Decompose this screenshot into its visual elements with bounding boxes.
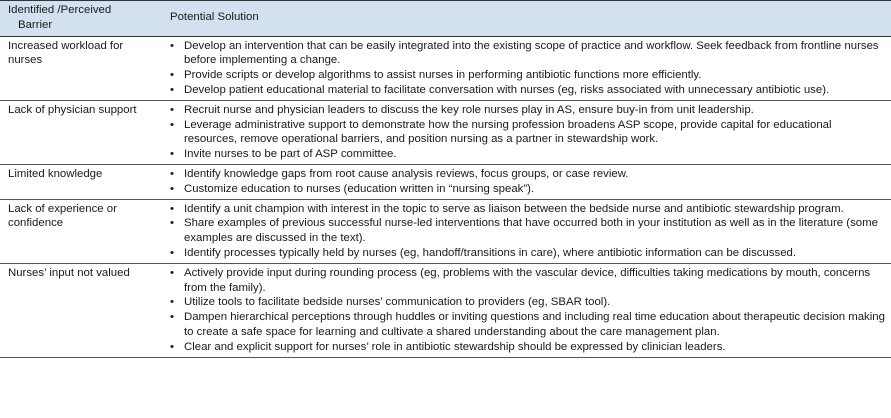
solution-item bbox=[170, 118, 885, 148]
bullet-icon: • bbox=[170, 202, 174, 215]
solution-list bbox=[170, 103, 885, 162]
solution-list bbox=[170, 266, 885, 355]
header-row bbox=[0, 1, 891, 37]
solution-item bbox=[170, 39, 885, 69]
solution-item bbox=[170, 103, 885, 118]
table-row bbox=[0, 100, 891, 164]
solution-text: Invite nurses to be part of ASP committee. bbox=[184, 148, 397, 161]
solution-text: Customize education to nurses (education written in “nursing speak”). bbox=[184, 182, 535, 195]
solution-item bbox=[170, 310, 885, 340]
barrier-cell: Lack of physician support bbox=[0, 100, 160, 164]
table-row bbox=[0, 199, 891, 263]
table-body bbox=[0, 36, 891, 357]
solution-item bbox=[170, 216, 885, 246]
barrier-cell: Increased workload for nurses bbox=[0, 36, 160, 100]
solution-text: Actively provide input during rounding process (eg, problems with the vascular device, difficulties taking medications by mouth, concerns from the family). bbox=[184, 266, 871, 294]
solution-text: Utilize tools to facilitate bedside nurses’ communication to providers (eg, SBAR tool). bbox=[184, 296, 611, 309]
barrier-header-line1: Identified /Perceived bbox=[8, 4, 112, 16]
solution-cell bbox=[160, 36, 891, 100]
table-header bbox=[0, 1, 891, 37]
solution-text: Identify a unit champion with interest in the topic to serve as liaison between the bedside nurse and antibiotic stewardship program. bbox=[184, 202, 844, 215]
solution-text: Dampen hierarchical perceptions through huddles or inviting questions and including real time education about therapeutic decision making to create a safe space for learning and cultivate a shared understanding about the care management plan. bbox=[184, 311, 885, 338]
bullet-icon: • bbox=[170, 148, 174, 161]
solution-item bbox=[170, 246, 885, 261]
bullet-icon: • bbox=[170, 118, 174, 131]
bullet-icon: • bbox=[170, 266, 174, 279]
bullet-icon: • bbox=[170, 217, 174, 230]
solution-text: Share examples of previous successful nurse-led interventions that have occurred both in your institution as well as in the literature (some examples are discussed in the text). bbox=[184, 217, 878, 245]
solution-list bbox=[170, 202, 885, 261]
table-row bbox=[0, 263, 891, 357]
solution-column-header: Potential Solution bbox=[160, 1, 891, 37]
barrier-header-line2: Barrier bbox=[18, 18, 53, 31]
solution-item bbox=[170, 266, 885, 296]
solution-item bbox=[170, 147, 885, 162]
bullet-icon: • bbox=[170, 311, 174, 324]
solution-item bbox=[170, 340, 885, 355]
barrier-cell: Nurses’ input not valued bbox=[0, 263, 160, 357]
solution-text: Leverage administrative support to demonstrate how the nursing profession broadens ASP scope, provide capital for educational resources, remove operational barriers, and position nursing as a partner in stewardship work. bbox=[184, 118, 832, 146]
bullet-icon: • bbox=[170, 246, 174, 259]
solution-list bbox=[170, 39, 885, 98]
solution-item bbox=[170, 83, 885, 98]
solution-text: Clear and explicit support for nurses’ role in antibiotic stewardship should be expressed by clinician leaders. bbox=[184, 340, 726, 353]
solution-text: Identify processes typically held by nurses (eg, handoff/transitions in care), where antibiotic information can be discussed. bbox=[184, 246, 797, 259]
barrier-cell: Limited knowledge bbox=[0, 164, 160, 199]
bullet-icon: • bbox=[170, 182, 174, 195]
solution-cell bbox=[160, 199, 891, 263]
bullet-icon: • bbox=[170, 296, 174, 309]
barrier-column-header bbox=[0, 1, 160, 37]
bullet-icon: • bbox=[170, 340, 174, 353]
bullet-icon: • bbox=[170, 167, 174, 180]
solution-item bbox=[170, 182, 885, 197]
table-row bbox=[0, 164, 891, 199]
solution-list bbox=[170, 167, 885, 197]
solution-item bbox=[170, 167, 885, 182]
solution-item bbox=[170, 68, 885, 83]
bullet-icon: • bbox=[170, 69, 174, 82]
solution-item bbox=[170, 202, 885, 217]
solution-item bbox=[170, 295, 885, 310]
solution-text: Recruit nurse and physician leaders to discuss the key role nurses play in AS, ensure buy-in from unit leadership. bbox=[184, 103, 754, 116]
solution-cell bbox=[160, 164, 891, 199]
barrier-cell: Lack of experience or confidence bbox=[0, 199, 160, 263]
solution-cell bbox=[160, 100, 891, 164]
bullet-icon: • bbox=[170, 39, 174, 52]
bullet-icon: • bbox=[170, 103, 174, 116]
solution-text: Develop an intervention that can be easily integrated into the existing scope of practice and workflow. Seek feedback from frontline nurses before implementing a change. bbox=[184, 39, 879, 67]
solution-text: Identify knowledge gaps from root cause analysis reviews, focus groups, or case review. bbox=[184, 167, 629, 180]
solution-text: Provide scripts or develop algorithms to assist nurses in performing antibiotic functions more efficiently. bbox=[184, 69, 702, 82]
bullet-icon: • bbox=[170, 83, 174, 96]
solution-text: Develop patient educational material to facilitate conversation with nurses (eg, risks associated with unnecessary antibiotic use). bbox=[184, 83, 830, 96]
table-row bbox=[0, 36, 891, 100]
solution-cell bbox=[160, 263, 891, 357]
